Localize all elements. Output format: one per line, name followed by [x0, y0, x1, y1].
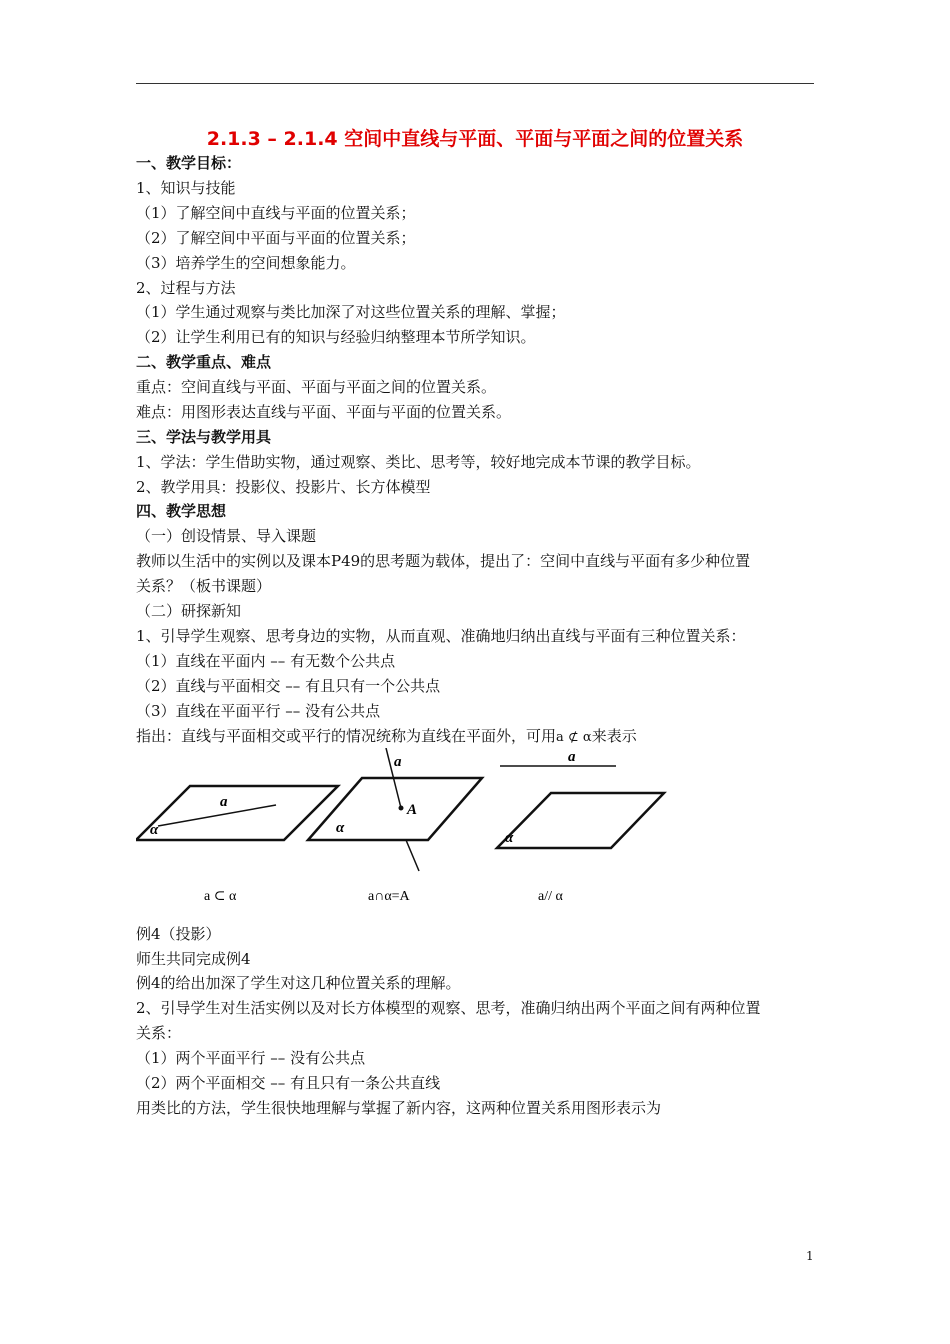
text-line: （一）创设情景、导入课题 [136, 527, 317, 545]
text-line: （二）研探新知 [136, 602, 242, 620]
caption-line-in-plane: a ⊂ α [204, 889, 237, 904]
figure-line-in-plane [136, 786, 338, 840]
figure-line-intersects-plane [308, 748, 482, 871]
subheading-process: 2、过程与方法 [136, 279, 236, 297]
label-alpha-1: α [150, 822, 159, 838]
header-rule [136, 83, 814, 84]
text-line: 例4（投影） [136, 925, 221, 943]
label-alpha-2: α [336, 820, 345, 836]
text-line: （2）了解空间中平面与平面的位置关系； [136, 229, 416, 247]
text-line: 2、引导学生对生活实例以及对长方体模型的观察、思考，准确归纳出两个平面之间有两种位置 [136, 999, 761, 1017]
line-plane-figure [136, 748, 676, 908]
heading-teaching-ideas: 四、教学思想 [136, 502, 227, 520]
text-line: （2）让学生利用已有的知识与经验归纳整理本节所学知识。 [136, 328, 536, 346]
text-line: （2）直线与平面相交 –– 有且只有一个公共点 [136, 677, 441, 695]
text-line: 2、教学用具：投影仪、投影片、长方体模型 [136, 478, 431, 496]
text-line: （3）培养学生的空间想象能力。 [136, 254, 356, 272]
heading-objectives: 一、教学目标： [136, 154, 242, 172]
text-line: （3）直线在平面平行 –– 没有公共点 [136, 702, 381, 720]
label-a-3: a [568, 749, 576, 765]
plane-1 [136, 786, 338, 840]
text-line: 用类比的方法，学生很快地理解与掌握了新内容，这两种位置关系用图形表示为 [136, 1099, 662, 1117]
not-subset-symbol: a ⊄ α [556, 730, 592, 745]
text-line: 关系： [136, 1024, 182, 1042]
text-line: 难点：用图形表达直线与平面、平面与平面的位置关系。 [136, 403, 512, 421]
figure-line-parallel-plane [497, 749, 664, 848]
text-line: 关系？（板书课题） [136, 577, 272, 595]
point-A [399, 806, 404, 811]
note-after: 来表示 [591, 727, 637, 745]
text-line: 1、学法：学生借助实物，通过观察、类比、思考等，较好地完成本节课的教学目标。 [136, 453, 701, 471]
plane-3 [497, 793, 664, 848]
text-line: （1）两个平面平行 –– 没有公共点 [136, 1049, 366, 1067]
text-line: （2）两个平面相交 –– 有且只有一条公共直线 [136, 1074, 441, 1092]
text-line: （1）了解空间中直线与平面的位置关系； [136, 204, 416, 222]
heading-key-points: 二、教学重点、难点 [136, 353, 272, 371]
label-a-1: a [220, 794, 228, 810]
text-line-note [136, 726, 637, 748]
caption-line-intersects-plane: a∩α=A [368, 889, 410, 904]
page-title: 2.1.3 – 2.1.4 空间中直线与平面、平面与平面之间的位置关系 [206, 128, 744, 150]
heading-methods: 三、学法与教学用具 [136, 428, 272, 446]
subheading-knowledge: 1、知识与技能 [136, 179, 236, 197]
text-line: （1）直线在平面内 –– 有无数个公共点 [136, 652, 396, 670]
text-line: 例4的给出加深了学生对这几种位置关系的理解。 [136, 974, 461, 992]
line-a-2-lower [406, 840, 419, 871]
text-line: 教师以生活中的实例以及课本P49的思考题为载体，提出了：空间中直线与平面有多少种位置 [136, 552, 751, 570]
plane-2 [308, 778, 482, 840]
text-line: 师生共同完成例4 [136, 950, 251, 968]
text-line: （1）学生通过观察与类比加深了对这些位置关系的理解、掌握； [136, 303, 566, 321]
text-line: 1、引导学生观察、思考身边的实物，从而直观、准确地归纳出直线与平面有三种位置关系： [136, 627, 746, 645]
label-A: A [407, 802, 418, 818]
caption-line-parallel-plane: a// α [538, 889, 563, 904]
line-a-1 [158, 805, 276, 826]
label-alpha-3: α [505, 830, 514, 846]
text-line: 重点：空间直线与平面、平面与平面之间的位置关系。 [136, 378, 497, 396]
label-a-2: a [394, 754, 402, 770]
note-before: 指出：直线与平面相交或平行的情况统称为直线在平面外，可用 [136, 727, 557, 745]
page-number: 1 [806, 1249, 814, 1263]
